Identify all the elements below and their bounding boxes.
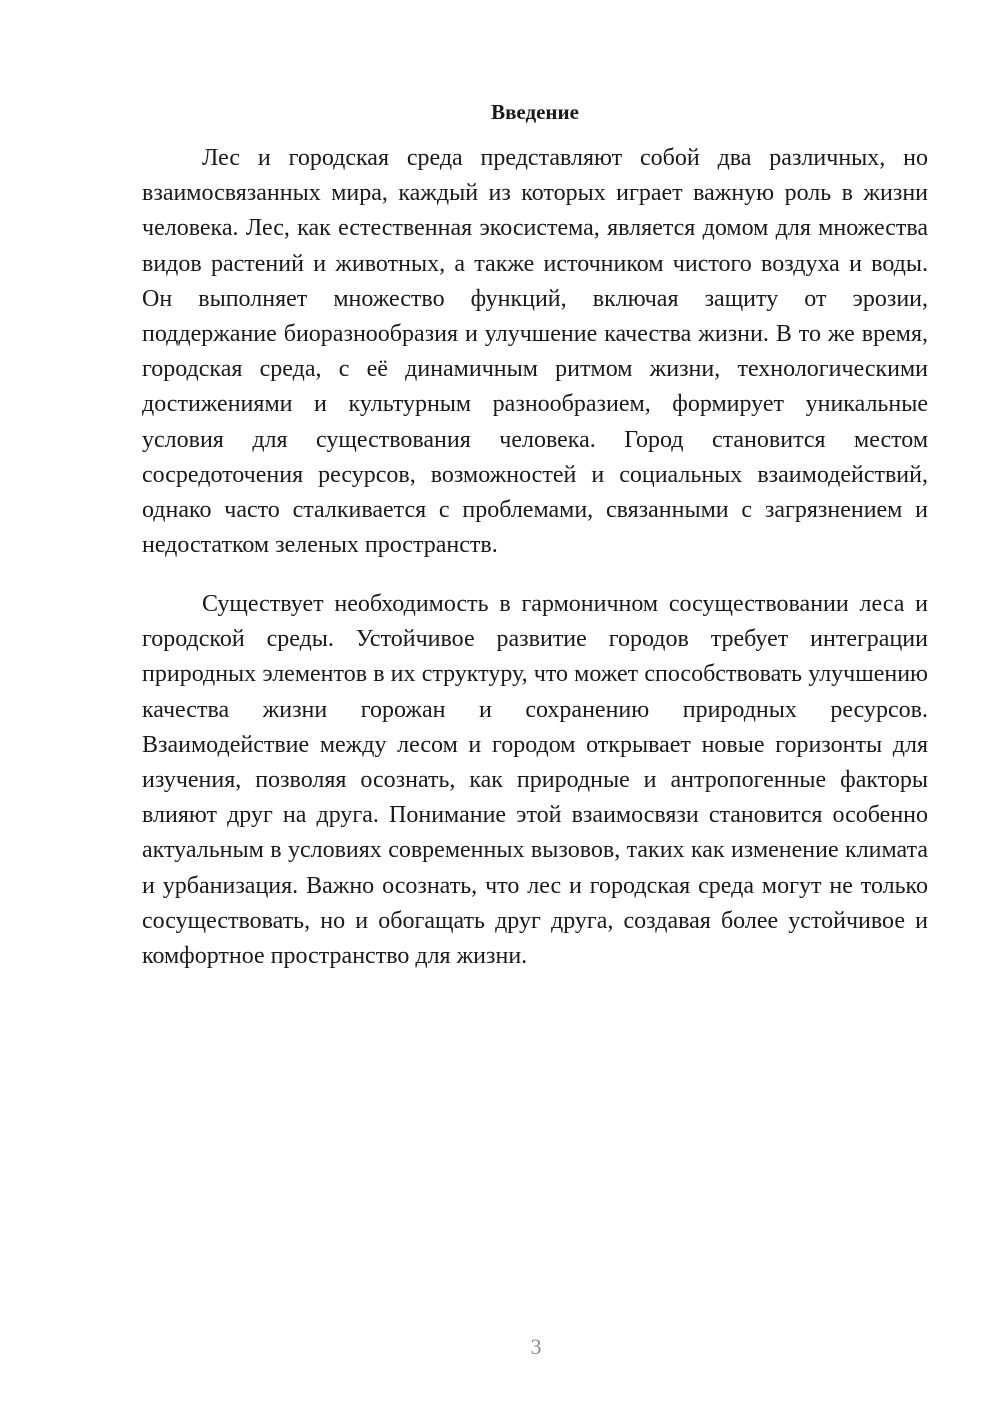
page-number: 3 (530, 1334, 542, 1359)
paragraph-1: Лес и городская среда представляют собой два различных, но взаимосвязанных мира, каждый из которых играет важную роль в жизни человека. Лес, как естественная экосистема, является домом для множества видов растений и животных, а также источником чистого воздуха и воды. Он выполняет множество функций, включая защиту от эрозии, поддержание биоразнообразия и улучшение качества жизни. В то же время, городская среда, с её динамичным ритмом жизни, технологическими достижениями и культурным разнообразием, формирует уникальные условия для существования человека. Город становится местом сосредоточения ресурсов, возможностей и социальных взаимодействий, однако часто сталкивается с проблемами, связанными с загрязнением и недостатком зеленых пространств. (142, 145, 928, 559)
section-heading: Введение (491, 100, 579, 124)
paragraph-2: Существует необходимость в гармоничном сосуществовании леса и городской среды. Устойчивое развитие городов требует интеграции природных элементов в их структуру, что может способствовать улучшению качества жизни горожан и сохранению природных ресурсов. Взаимодействие между лесом и городом открывает новые горизонты для изучения, позволяя осознать, как природные и антропогенные факторы влияют друг на друга. Понимание этой взаимосвязи становится особенно актуальным в условиях современных вызовов, таких как изменение климата и урбанизация. Важно осознать, что лес и городская среда могут не только сосуществовать, но и обогащать друг друга, создавая более устойчивое и комфортное пространство для жизни. (142, 591, 928, 970)
